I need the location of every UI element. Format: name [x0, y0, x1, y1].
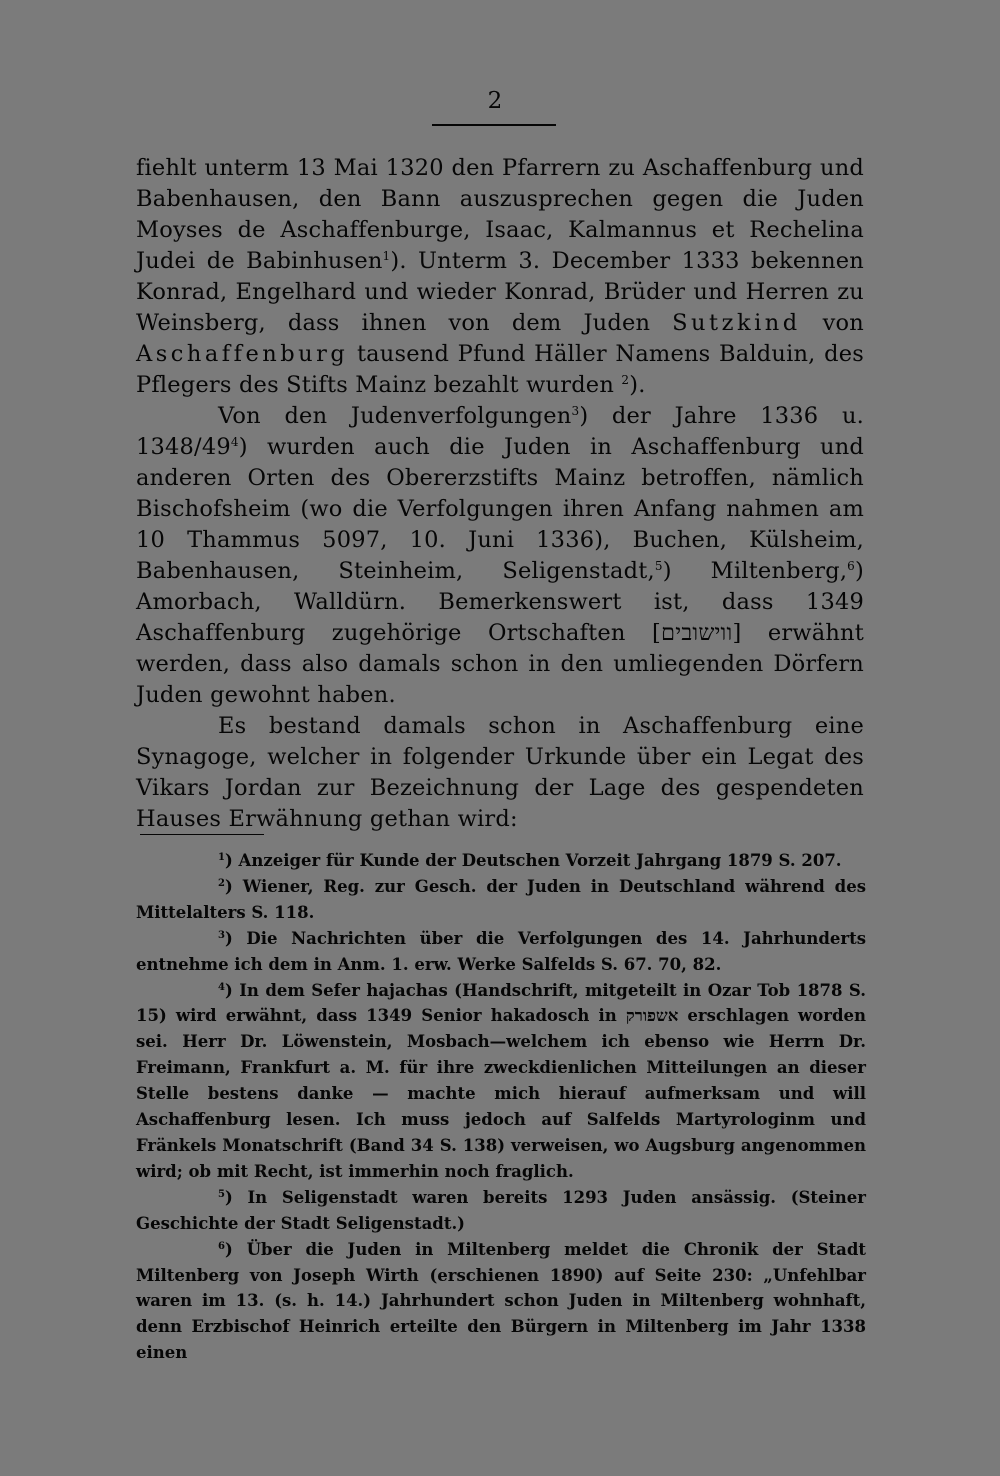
main-text [136, 153, 864, 835]
name-sutzkind: Sutzkind [672, 310, 801, 336]
footnote-rule [140, 834, 264, 835]
footnote-ref-4: 4 [230, 435, 239, 449]
footnote-ref-5: 5 [654, 559, 663, 573]
hebrew-word: ווישובים [660, 620, 733, 646]
footnote-3: $^3$) Die Nachrichten über die Verfolgungen des 14. Jahrhunderts entnehme ich dem in Anm. 1. erw. Werke Salfelds S. 67. 70, 82. [136, 928, 866, 974]
footnote-ref-6: 6 [847, 559, 856, 573]
hebrew-place-name: אשפורק [625, 1006, 679, 1026]
header-rule [432, 124, 556, 126]
page-number: 2 [487, 88, 503, 114]
footnotes [136, 848, 866, 1366]
paragraph-1: fiehlt unterm 13 Mai 1320 den Pfarrern zu Aschaffenburg und Babenhausen, den Bann auszusprechen gegen die Juden Moyses de Aschaffenburge, Isaac, Kalmannus et Rechelina Judei de Babinhusen$^1$). Unterm 3. December 1333 bekennen Konrad, Engelhard und wieder Konrad, Brüder und Herren zu Weinsberg, dass ihnen von dem Juden Sutzkind von Aschaffenburg tausend Pfund Häller Namens Balduin, des Pflegers des Stifts Mainz bezahlt wurden $^2$). [136, 155, 864, 398]
footnote-ref-1: 1 [382, 249, 391, 263]
footnote-2: $^2$) Wiener, Reg. zur Gesch. der Juden in Deutschland während des Mittelalters S. 118. [136, 876, 867, 922]
paragraph-2: Von den Judenverfolgungen$^3$) der Jahre 1336 u. $1348/49^4$) wurden auch die Juden in Aschaffenburg und anderen Orten des Obererzstifts Mainz betroffen, nämlich Bischofsheim (wo die Verfolgungen ihren Anfang nahmen am 10 Thammus 5097, 10. Juni 1336), Buchen, Külsheim, Babenhausen, Steinheim, Seligenstadt,$^5$) Miltenberg,$^6$) Amorbach, Walldürn. Bemerkenswert ist, dass 1349 Aschaffenburg zugehörige Ortschaften [ווישובים] erwähnt werden, dass also damals schon in den umliegenden Dörfern Juden gewohnt haben. [136, 403, 864, 708]
footnote-4: $^4$) In dem Sefer hajachas (Handschrift, mitgeteilt in Ozar Tob 1878 S. 15) wird erwähnt, dass 1349 Senior hakadosch in אשפורק erschlagen worden sei. Herr Dr. Löwenstein, Mosbach—welchem ich ebenso wie Herrn Dr. Freimann, Frankfurt a. M. für ihre zweckdienlichen Mitteilungen an dieser Stelle bestens danke — machte mich hierauf aufmerksam und will Aschaffenburg lesen. Ich muss jedoch auf Salfelds Martyrologinm und Fränkels Monatschrift (Band 34 S. 138) verweisen, wo Augsburg angenommen wird; ob mit Recht, ist immerhin noch fraglich. [136, 980, 866, 1181]
paragraph-3: Es bestand damals schon in Aschaffenburg eine Synagoge, welcher in folgender Urkunde über ein Legat des Vikars Jordan zur Bezeichnung der Lage des gespendeten Hauses Erwähnung gethan wird: [136, 713, 864, 832]
footnote-ref-3: 3 [571, 404, 580, 418]
footnote-ref-2: 2 [621, 373, 630, 387]
footnote-6: $^6$) Über die Juden in Miltenberg meldet die Chronik der Stadt Miltenberg von Joseph Wirth (erschienen 1890) auf Seite 230: „Unfehlbar waren im 13. (s. h. 14.) Jahrhundert schon Juden in Miltenberg wohnhaft, denn Erzbischof Heinrich erteilte den Bürgern in Miltenberg im Jahr 1338 einen [136, 1239, 866, 1363]
name-aschaffenburg: Aschaffenburg [136, 341, 349, 367]
footnote-5: $^5$) In Seligenstadt waren bereits 1293 Juden ansässig. (Steiner Geschichte der Stadt Seligenstadt.) [136, 1187, 866, 1233]
footnote-1: $^1$) Anzeiger für Kunde der Deutschen Vorzeit Jahrgang 1879 S. 207. [218, 851, 842, 870]
